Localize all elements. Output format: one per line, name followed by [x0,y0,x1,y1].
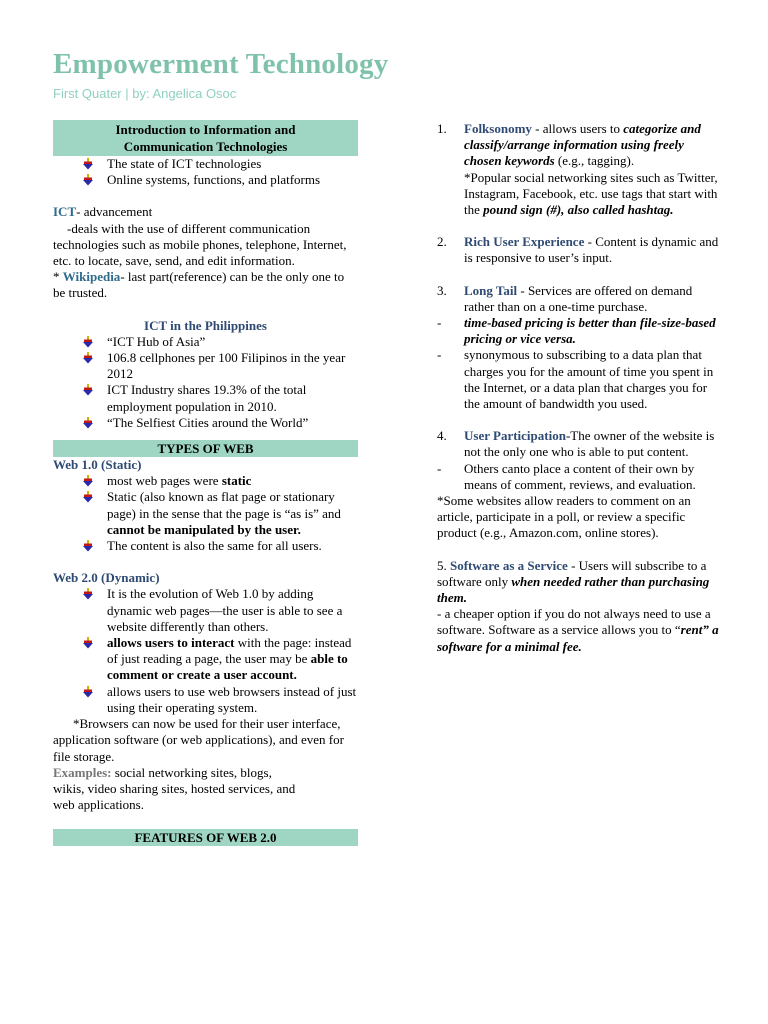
types-header: TYPES OF WEB [53,440,358,457]
ict-definition: ICT- advancement [53,204,153,220]
list-item: The state of ICT technologies [107,156,358,172]
arrow-bullet-icon [82,637,94,649]
web2-heading: Web 2.0 (Dynamic) [53,570,160,586]
list-item: - synonymous to subscribing to a data plan that charges you for the amount of time you spent in the Internet, or a data plan that charges you for the amount of bandwidth you used. [437,347,714,412]
list-item: - Others canto place a content of their own by means of comment, reviews, and evaluation. [437,460,696,492]
arrow-bullet-icon [82,475,94,487]
list-item: - time-based pricing is better than file-size-based pricing or vice versa. [437,315,716,347]
arrow-bullet-icon [82,174,94,186]
arrow-bullet-icon [82,686,94,698]
web1-heading: Web 1.0 (Static) [53,457,142,473]
feature-item-folksonomy: 1. Folksonomy - allows users to categorize and classify/arrange information using freely chosen keywords (e.g., tagging). *Popular social networking sites such as Twitter, Instagram, Facebook, etc. use tags that start with the pound sign (#), also called hashtag. [437,121,718,218]
list-item: most web pages were static [107,473,358,489]
page-subtitle: First Quater | by: Angelica Osoc [53,86,237,101]
arrow-bullet-icon [82,540,94,552]
arrow-bullet-icon [82,417,94,429]
list-item: “ICT Hub of Asia” [107,334,358,350]
feature-item-long-tail: 3. Long Tail - Services are offered on demand rather than on a one-time purchase. [437,282,693,314]
web1-list [53,473,358,554]
intro-header: Introduction to Information and Communication Technologies [53,120,358,156]
left-column [53,120,358,846]
web2-list [53,586,358,716]
intro-list [53,156,358,188]
page-title: Empowerment Technology [53,48,389,80]
browsers-note: *Browsers can now be used for their user interface, application software (or web applications), and even for file storage. [53,716,344,764]
list-item: Online systems, functions, and platforms [107,172,358,188]
list-item: allows users to interact with the page: instead of just reading a page, the user may be able to comment or create a user account. [107,635,358,684]
list-item: ICT Industry shares 19.3% of the total employment population in 2010. [107,382,358,414]
list-item: Static (also known as flat page or stationary page) in the sense that the page is “as is” and cannot be manipulated by the user. [107,489,358,538]
arrow-bullet-icon [82,384,94,396]
wikipedia-note: * Wikipedia- last part(reference) can be the only one to be trusted. [53,269,345,301]
list-item: It is the evolution of Web 1.0 by adding dynamic web pages—the user is able to see a website differently than others. [107,586,358,635]
list-item: 106.8 cellphones per 100 Filipinos in the year 2012 [107,350,358,382]
arrow-bullet-icon [82,588,94,600]
list-item: allows users to use web browsers instead of just using their operating system. [107,684,358,716]
philippines-list [53,334,358,431]
arrow-bullet-icon [82,491,94,503]
examples: Examples: social networking sites, blogs, wikis, video sharing sites, hosted services, and web applications. [53,764,296,813]
right-column [437,121,719,655]
feature-item-software-as-a-service: 5. Software as a Service - Users will subscribe to a software only when needed rather than purchasing them. [437,557,710,606]
feature-item-user-participation: 4. User Participation-The owner of the website is not the only one who is able to put content. [437,428,715,460]
features-header: FEATURES OF WEB 2.0 [53,829,358,846]
arrow-bullet-icon [82,336,94,348]
saas-description: - a cheaper option if you do not always need to use a software. Software as a service allows you to “rent” a software for a minimal fee. [437,606,719,654]
list-item: “The Selfiest Cities around the World” [107,415,358,431]
feature-item-rich-user-experience: 2. Rich User Experience - Content is dynamic and is responsive to user’s input. [437,234,719,266]
section-heading-philippines: ICT in the Philippines [144,317,267,333]
list-item: The content is also the same for all users. [107,538,358,554]
arrow-bullet-icon [82,158,94,170]
ict-description: -deals with the use of different communication technologies such as mobile phones, telephone, Internet, etc. to locate, save, send, and edit information. [53,220,347,269]
user-participation-note: *Some websites allow readers to comment on an article, participate in a poll, or review a specific product (e.g., Amazon.com, online stores). [437,493,691,541]
arrow-bullet-icon [82,352,94,364]
